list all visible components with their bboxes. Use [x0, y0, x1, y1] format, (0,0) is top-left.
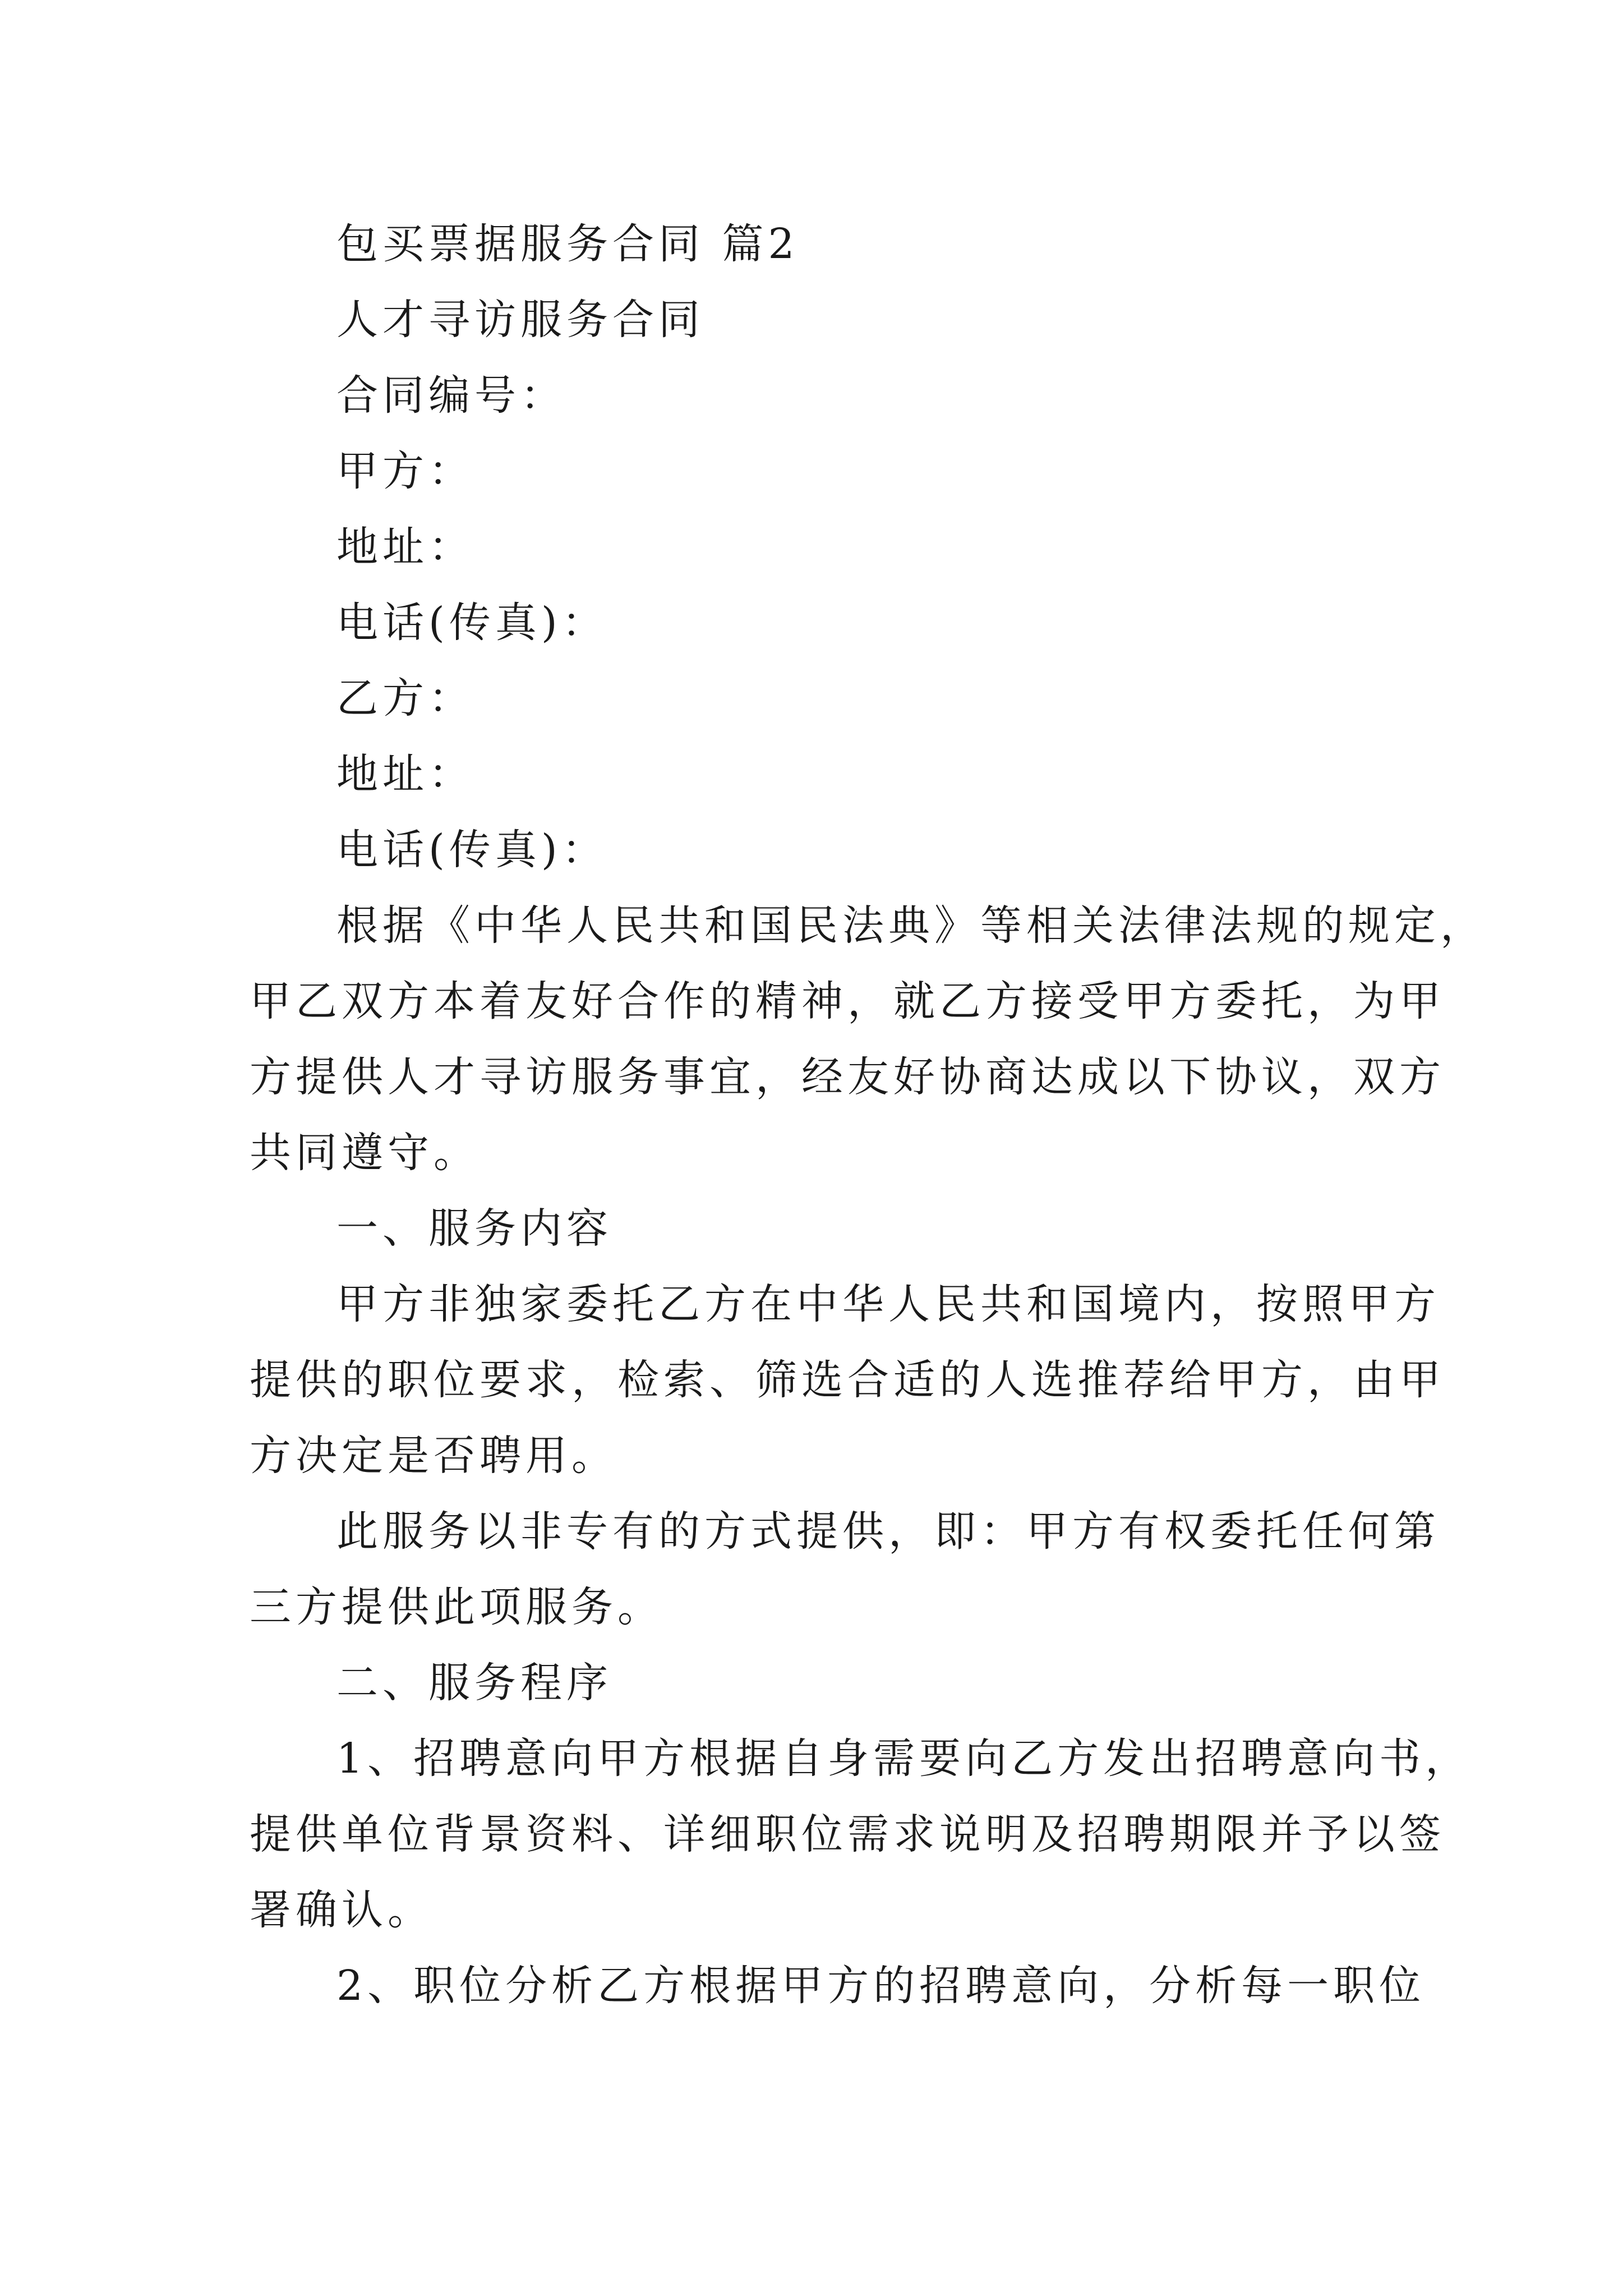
- contract-number-label: 合同编号：: [336, 371, 566, 420]
- paragraph-line: 根据《中华人民共和国民法典》等相关法律法规的规定，: [336, 901, 1486, 950]
- paragraph-line: 方提供人才寻访服务事宜，经友好协商达成以下协议，双方: [250, 1053, 1445, 1101]
- party-b-phone-label: 电话(传真)：: [336, 826, 608, 874]
- party-a-phone-label: 电话(传真)：: [336, 599, 608, 647]
- paragraph-line: 署确认。: [250, 1886, 434, 1934]
- paragraph-line: 共同遵守。: [250, 1129, 479, 1177]
- clause-heading: 一、服务内容: [336, 1204, 612, 1253]
- party-b-address-label: 地址：: [336, 750, 474, 798]
- contract-title: 人才寻访服务合同: [336, 296, 704, 344]
- party-a-label: 甲方：: [336, 447, 474, 495]
- paragraph-line: 2、职位分析乙方根据甲方的招聘意向，分析每一职位: [336, 1962, 1426, 2010]
- clause-heading: 二、服务程序: [336, 1659, 612, 1707]
- paragraph-line: 1、招聘意向甲方根据自身需要向乙方发出招聘意向书，: [336, 1734, 1472, 1783]
- paragraph-line: 此服务以非专有的方式提供，即：甲方有权委托任何第: [336, 1507, 1440, 1556]
- paragraph-line: 三方提供此项服务。: [250, 1583, 663, 1631]
- paragraph-line: 甲方非独家委托乙方在中华人民共和国境内，按照甲方: [336, 1280, 1440, 1328]
- paragraph-line: 提供的职位要求，检索、筛选合适的人选推荐给甲方，由甲: [250, 1356, 1445, 1404]
- section-heading: 包买票据服务合同 篇2: [336, 220, 799, 268]
- paragraph-line: 提供单位背景资料、详细职位需求说明及招聘期限并予以签: [250, 1810, 1445, 1858]
- party-a-address-label: 地址：: [336, 523, 474, 571]
- paragraph-line: 方决定是否聘用。: [250, 1432, 617, 1480]
- party-b-label: 乙方：: [336, 674, 474, 723]
- paragraph-line: 甲乙双方本着友好合作的精神，就乙方接受甲方委托，为甲: [250, 977, 1445, 1025]
